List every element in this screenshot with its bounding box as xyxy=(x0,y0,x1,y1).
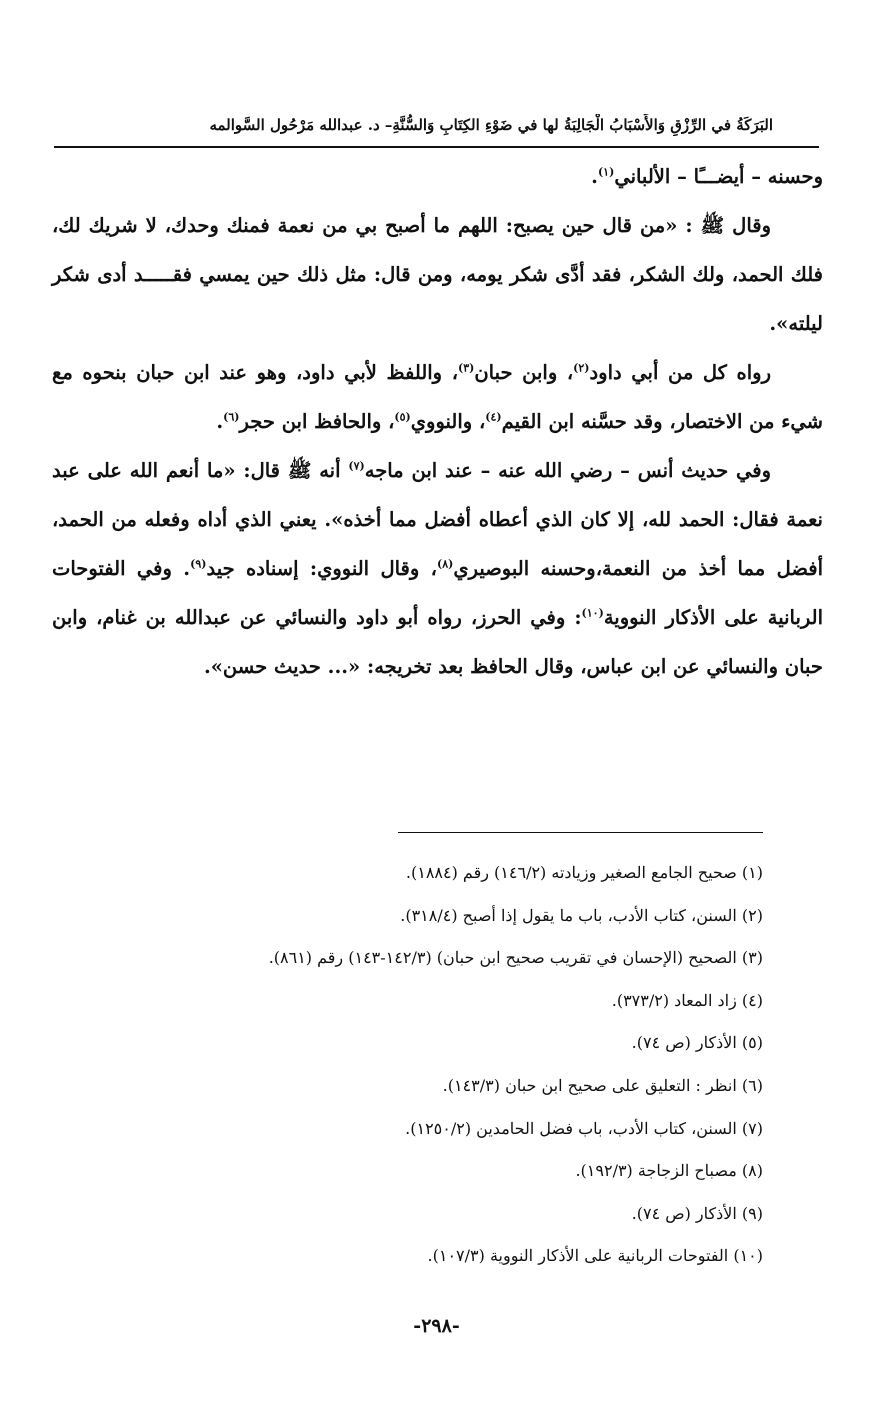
paragraph-3-segment: ، والنووي xyxy=(410,410,486,433)
footnote-3: (٣) الصحيح (الإحسان في تقريب صحيح ابن حبان) (١٤٢/٣-١٤٣) رقم (٨٦١). xyxy=(268,948,763,968)
paragraph-3-segment: . xyxy=(216,410,224,433)
footnote-ref-4: (٤) xyxy=(485,410,502,424)
footnote-ref-7: (٧) xyxy=(348,459,365,473)
footnote-ref-2: (٢) xyxy=(573,361,590,375)
footnote-4: (٤) زاد المعاد (٣٧٣/٢). xyxy=(611,990,763,1010)
running-header: البَرَكَةُ في الرِّزْقِ وَالأَسْبَابُ الْجَالِبَةُ لها في ضَوْءِ الكِتَابِ وَالسُّنَّةِ– د. عبدالله مَرْحُول السَّوالمه xyxy=(209,116,773,134)
paragraph-3-segment: ، والحافظ ابن حجر xyxy=(239,410,395,433)
paragraph-4-segment: وفي حديث أنس – رضي الله عنه – عند ابن ماجه xyxy=(364,459,771,482)
footnote-ref-5: (٥) xyxy=(394,410,411,424)
footnote-2: (٢) السنن، كتاب الأدب، باب ما يقول إذا أصبح (٣١٨/٤). xyxy=(400,905,763,925)
paragraph-4-segment: . وفي الفتوحات الربانية على الأذكار النووية xyxy=(52,557,823,629)
page-number: -٢٩٨- xyxy=(413,1315,460,1337)
paragraph-1-end: . xyxy=(591,165,598,188)
paragraph-2-text: وقال ﷺ : «من قال حين يصبح: اللهم ما أصبح بي من نعمة فمنك وحدك، لا شريك لك، فلك الحمد، ولك الشكر، فقد أدَّى شكر يومه، ومن قال: مثل ذلك حين يمسي فقـــــد أدى شكر ليلته». xyxy=(52,214,823,335)
paragraph-1-text: وحسنه – أيضـــًا – الألباني xyxy=(614,165,823,188)
footnote-7: (٧) السنن، كتاب الأدب، باب فضل الحامدين (١٢٥٠/٢). xyxy=(405,1118,763,1138)
footnote-5: (٥) الأذكار (ص ٧٤). xyxy=(631,1033,763,1053)
footnote-10: (١٠) الفتوحات الربانية على الأذكار النووية (١٠٧/٣). xyxy=(427,1246,763,1266)
paragraph-2 xyxy=(52,201,823,348)
paragraph-4-segment: : وفي الحرز، رواه أبو داود والنسائي عن عبدالله بن غنام، وابن حبان والنسائي عن ابن عباس، وقال الحافظ بعد تخريجه: «... حديث حسن». xyxy=(52,606,823,678)
footnote-ref-10: (١٠) xyxy=(581,606,604,620)
footnotes-list xyxy=(50,852,763,1278)
footnote-6: (٦) انظر : التعليق على صحيح ابن حبان (١٤٣/٣). xyxy=(442,1075,763,1095)
footnote-ref-6: (٦) xyxy=(223,410,240,424)
footnote-8: (٨) مصباح الزجاجة (١٩٢/٣). xyxy=(575,1161,763,1181)
paragraph-1 xyxy=(52,152,823,201)
paragraph-4-segment: أنه ﷺ قال: «ما أنعم الله على عبد نعمة فقال: الحمد لله، إلا كان الذي أعطاه أفضل مما أخذه». يعني الذي أداه وفعله من الحمد، أفضل مما أخذ من النعمة،وحسنه البوصيري xyxy=(52,459,823,580)
paragraph-3-segment: ، واللفظ لأبي داود، وهو عند ابن حبان بنحوه مع شيء من الاختصار، وقد حسَّنه ابن القيم xyxy=(52,361,823,433)
paragraph-4 xyxy=(52,446,823,691)
paragraph-3 xyxy=(52,348,823,446)
main-text xyxy=(52,152,823,691)
paragraph-3-segment: ، وابن حبان xyxy=(474,361,574,384)
footnote-ref-3: (٣) xyxy=(457,361,475,375)
footnote-ref-8: (٨) xyxy=(436,557,454,571)
header-rule xyxy=(54,146,819,148)
footnote-9: (٩) الأذكار (ص ٧٤). xyxy=(631,1203,763,1223)
footnote-1: (١) صحيح الجامع الصغير وزيادته (١٤٦/٢) رقم (١٨٨٤). xyxy=(405,863,763,882)
footnote-ref-1: (١) xyxy=(597,165,615,179)
footnote-rule xyxy=(398,832,763,833)
paragraph-3-segment: رواه كل من أبي داود xyxy=(589,361,771,384)
footnote-ref-9: (٩) xyxy=(190,557,207,571)
paragraph-4-segment: ، وقال النووي: إسناده جيد xyxy=(206,557,437,580)
